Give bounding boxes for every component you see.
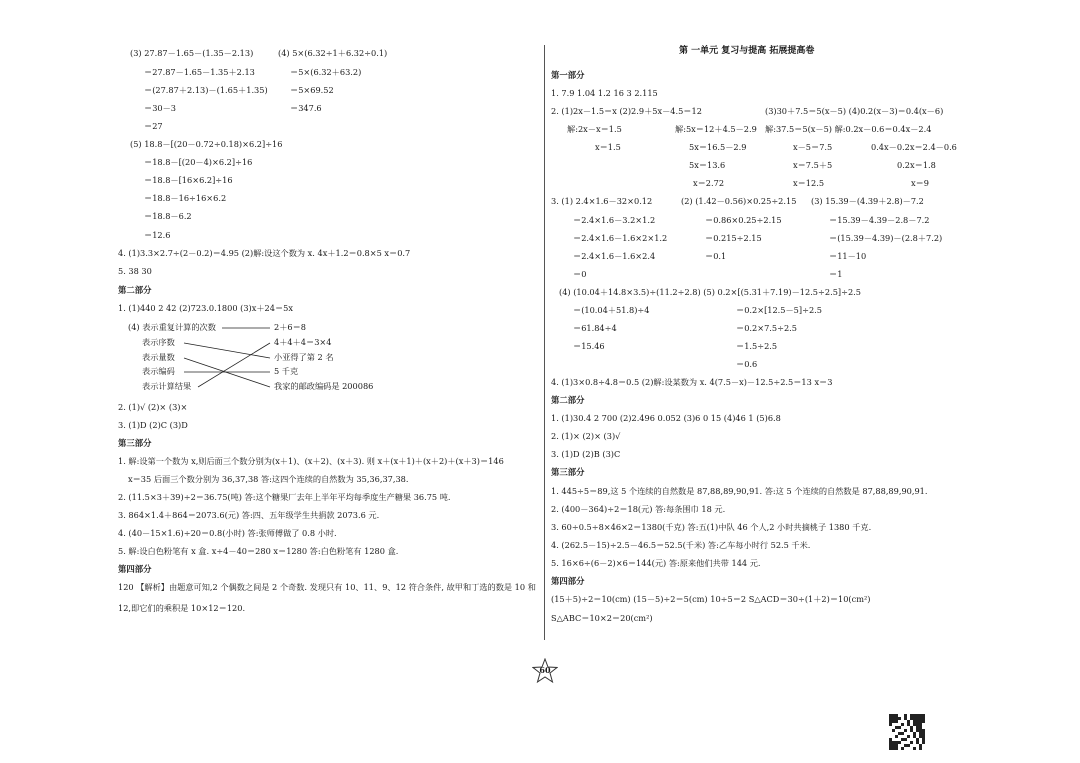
answer-line: ＝18.8－6.2 xyxy=(144,211,192,221)
answer-line: ＝5×69.52 xyxy=(290,85,334,95)
match-line xyxy=(184,358,270,387)
answer-line: (3) 15.39－(4.39＋2.8)－7.2 xyxy=(811,196,924,206)
answer-line: ＝12.6 xyxy=(144,230,171,240)
unit-title: 第 一单元 复习与提高 拓展提高卷 xyxy=(679,46,815,56)
match-left-item: (4) 表示重复计算的次数 xyxy=(128,322,216,332)
answer-line: 2. (1)× (2)× (3)√ xyxy=(551,431,621,441)
answer-line: 5. 16×6÷(6－2)×6＝144(元) 答:原来他们共带 144 元. xyxy=(551,558,761,568)
match-right-item: 2＋6＝8 xyxy=(274,322,307,332)
answer-line: x＝2.72 xyxy=(693,178,725,188)
answer-line: 5. 38 30 xyxy=(118,266,152,276)
answer-line: (3) 27.87－1.65－(1.35－2.13) xyxy=(130,48,254,58)
match-left-item: 表示计算结果 xyxy=(142,381,192,391)
answer-line: ＝15.46 xyxy=(573,341,605,351)
answer-line: ＝15.39－4.39－2.8－7.2 xyxy=(829,215,930,225)
answer-line: ＝11－10 xyxy=(829,251,867,261)
answer-line: ＝61.84÷4 xyxy=(573,323,617,333)
answer-line: ＝(10.04＋51.8)÷4 xyxy=(573,305,650,315)
answer-line: x＝9 xyxy=(911,178,930,188)
match-left-item: 表示序数 xyxy=(142,337,175,347)
answer-line: 3. 864×1.4＋864＝2073.6(元) 答:四、五年级学生共捐款 2073.6 元. xyxy=(118,510,380,520)
answer-line: 4. (1)3×0.8÷4.8＝0.5 (2)解:设某数为 x. 4(7.5－x)－12.5÷2.5＝13 x＝3 xyxy=(551,377,833,387)
answer-line: ＝2.4×1.6－1.6×2×1.2 xyxy=(573,233,668,243)
column-divider xyxy=(544,45,545,640)
answer-line: 5x＝16.5－2.9 xyxy=(689,142,747,152)
page-number-badge xyxy=(532,658,558,684)
answer-line: 2. (11.5×3＋39)÷2＝36.75(吨) 答:这个糖果厂去年上半年平均每季度生产糖果 36.75 吨. xyxy=(118,492,451,502)
answer-line: (2) (1.42－0.56)×0.25÷2.15 xyxy=(681,196,797,206)
answer-line: 5. 解:设白色粉笔有 x 盒. x÷4－40＝280 x＝1280 答:白色粉笔有 1280 盒. xyxy=(118,546,399,556)
answer-line: ＝27.87－1.65－1.35＋2.13 xyxy=(144,67,255,77)
match-right-item: 小亚得了第 2 名 xyxy=(274,352,334,362)
answer-line: 解:5x＝12＋4.5－2.9 xyxy=(675,124,757,134)
answer-line: 5x＝13.6 xyxy=(689,160,726,170)
answer-line: 3. (1)D (2)B (3)C xyxy=(551,449,621,459)
answer-line: 2. (400－364)÷2＝18(元) 答:每条围巾 18 元. xyxy=(551,504,726,514)
answer-line: S△ABC＝10×2＝20(cm²) xyxy=(551,613,653,623)
answer-line: 1. (1)30.4 2 700 (2)2.496 0.052 (3)6 0 15 (4)46 1 (5)6.8 xyxy=(551,413,781,423)
match-line xyxy=(198,343,270,387)
answer-line: 3. 60÷0.5÷8×46×2＝1380(千克) 答:五(1)中队 46 个人,2 小时共摘桃子 1380 千克. xyxy=(551,522,872,532)
section-heading: 第一部分 xyxy=(551,70,585,80)
answer-line: ＝(27.87＋2.13)－(1.65＋1.35) xyxy=(144,85,268,95)
answer-line: ＝0.2×7.5÷2.5 xyxy=(736,323,797,333)
answer-line: 4. (262.5－15)÷2.5－46.5＝52.5(千米) 答:乙车每小时行 52.5 千米. xyxy=(551,540,811,550)
answer-line: ＝0 xyxy=(573,269,587,279)
match-right-item: 我家的邮政编码是 200086 xyxy=(274,381,374,391)
answer-line: 120 【解析】由题意可知,2 个偶数之间是 2 个奇数. 发现只有 10、11、9、12 符合条件, 故甲和丁选的数是 10 和 xyxy=(118,582,536,592)
page-number: 60 xyxy=(539,665,551,675)
answer-line: ＝0.2×[12.5－5]÷2.5 xyxy=(736,305,822,315)
answer-line: ＝1 xyxy=(829,269,843,279)
match-left-item: 表示编码 xyxy=(142,366,175,376)
answer-line: (3)30＋7.5＝5(x－5) (4)0.2(x－3)＝0.4(x－6) xyxy=(765,106,944,116)
answer-line: x＝7.5＋5 xyxy=(793,160,833,170)
answer-line: 3. (1) 2.4×1.6－32×0.12 xyxy=(551,196,653,206)
section-heading: 第二部分 xyxy=(118,285,152,295)
answer-line: 2. (1)√ (2)× (3)× xyxy=(118,402,188,412)
answer-line: ＝1.5÷2.5 xyxy=(736,341,778,351)
answer-line: ＝18.8－[(20－4)×6.2]÷16 xyxy=(144,157,253,167)
answer-line: 1. 7.9 1.04 1.2 16 3 2.115 xyxy=(551,88,658,98)
answer-line: (4) (10.04＋14.8×3.5)÷(11.2÷2.8) (5) 0.2×[(5.31＋7.19)－12.5÷2.5]÷2.5 xyxy=(559,287,861,297)
match-right-item: 5 千克 xyxy=(274,366,299,376)
answer-line: ＝18.8－[16×6.2]÷16 xyxy=(144,175,233,185)
matching-lines xyxy=(118,40,518,440)
answer-line: x＝1.5 xyxy=(595,142,621,152)
answer-line: 解:2x－x＝1.5 xyxy=(567,124,622,134)
answer-line: 1. 445÷5＝89,这 5 个连续的自然数是 87,88,89,90,91. 答:这 5 个连续的自然数是 87,88,89,90,91. xyxy=(551,486,928,496)
answer-line: ＝0.215÷2.15 xyxy=(705,233,762,243)
answer-line: ＝0.86×0.25÷2.15 xyxy=(705,215,782,225)
section-heading: 第四部分 xyxy=(118,564,152,574)
answer-line: 4. (1)3.3×2.7÷(2－0.2)＝4.95 (2)解:设这个数为 x. 4x＋1.2＝0.8×5 x＝0.7 xyxy=(118,248,411,258)
answer-line: 解:37.5＝5(x－5) 解:0.2x－0.6＝0.4x－2.4 xyxy=(765,124,932,134)
section-heading: 第三部分 xyxy=(551,467,585,477)
answer-line: 12,即它们的乘积是 10×12＝120. xyxy=(118,603,246,613)
answer-line: 0.2x＝1.8 xyxy=(897,160,936,170)
answer-line: ＝30－3 xyxy=(144,103,177,113)
qr-code-icon xyxy=(889,714,925,750)
section-heading: 第三部分 xyxy=(118,438,152,448)
answer-line: ＝5×(6.32＋63.2) xyxy=(290,67,362,77)
answer-line: 1. (1)440 2 42 (2)723.0.1800 (3)x＋24＝5x xyxy=(118,303,293,313)
answer-line: x＝12.5 xyxy=(793,178,825,188)
answer-line: ＝2.4×1.6－3.2×1.2 xyxy=(573,215,656,225)
answer-line: ＝347.6 xyxy=(290,103,322,113)
answer-line: (5) 18.8－[(20－0.72÷0.18)×6.2]÷16 xyxy=(130,139,283,149)
answer-line: 3. (1)D (2)C (3)D xyxy=(118,420,188,430)
answer-line: ＝18.8－16÷16×6.2 xyxy=(144,193,227,203)
match-left-item: 表示量数 xyxy=(142,352,175,362)
answer-line: ＝27 xyxy=(144,121,163,131)
answer-line: (15＋5)÷2＝10(cm) (15－5)÷2＝5(cm) 10÷5＝2 S△ACD＝30÷(1＋2)＝10(cm²) xyxy=(551,594,871,604)
answer-line: 1. 解:设第一个数为 x,则后面三个数分别为(x＋1)、(x＋2)、(x＋3). 则 x＋(x＋1)＋(x＋2)＋(x＋3)＝146 xyxy=(118,456,504,466)
section-heading: 第四部分 xyxy=(551,576,585,586)
answer-line: ＝0.1 xyxy=(705,251,727,261)
answer-line: x＝35 后面三个数分别为 36,37,38 答:这四个连续的自然数为 35,36,37,38. xyxy=(128,474,409,484)
match-right-item: 4＋4＋4＝3×4 xyxy=(274,337,332,347)
answer-line: (4) 5×(6.32÷1＋6.32÷0.1) xyxy=(278,48,388,58)
answer-line: 2. (1)2x－1.5＝x (2)2.9＋5x－4.5＝12 xyxy=(551,106,702,116)
answer-line: ＝2.4×1.6－1.6×2.4 xyxy=(573,251,656,261)
section-heading: 第二部分 xyxy=(551,395,585,405)
answer-line: x－5＝7.5 xyxy=(793,142,833,152)
answer-line: 0.4x－0.2x＝2.4－0.6 xyxy=(871,142,957,152)
answer-line: 4. (40－15×1.6)÷20＝0.8(小时) 答:张师傅做了 0.8 小时. xyxy=(118,528,337,538)
answer-line: ＝0.6 xyxy=(736,359,758,369)
answer-line: ＝(15.39－4.39)－(2.8＋7.2) xyxy=(829,233,943,243)
